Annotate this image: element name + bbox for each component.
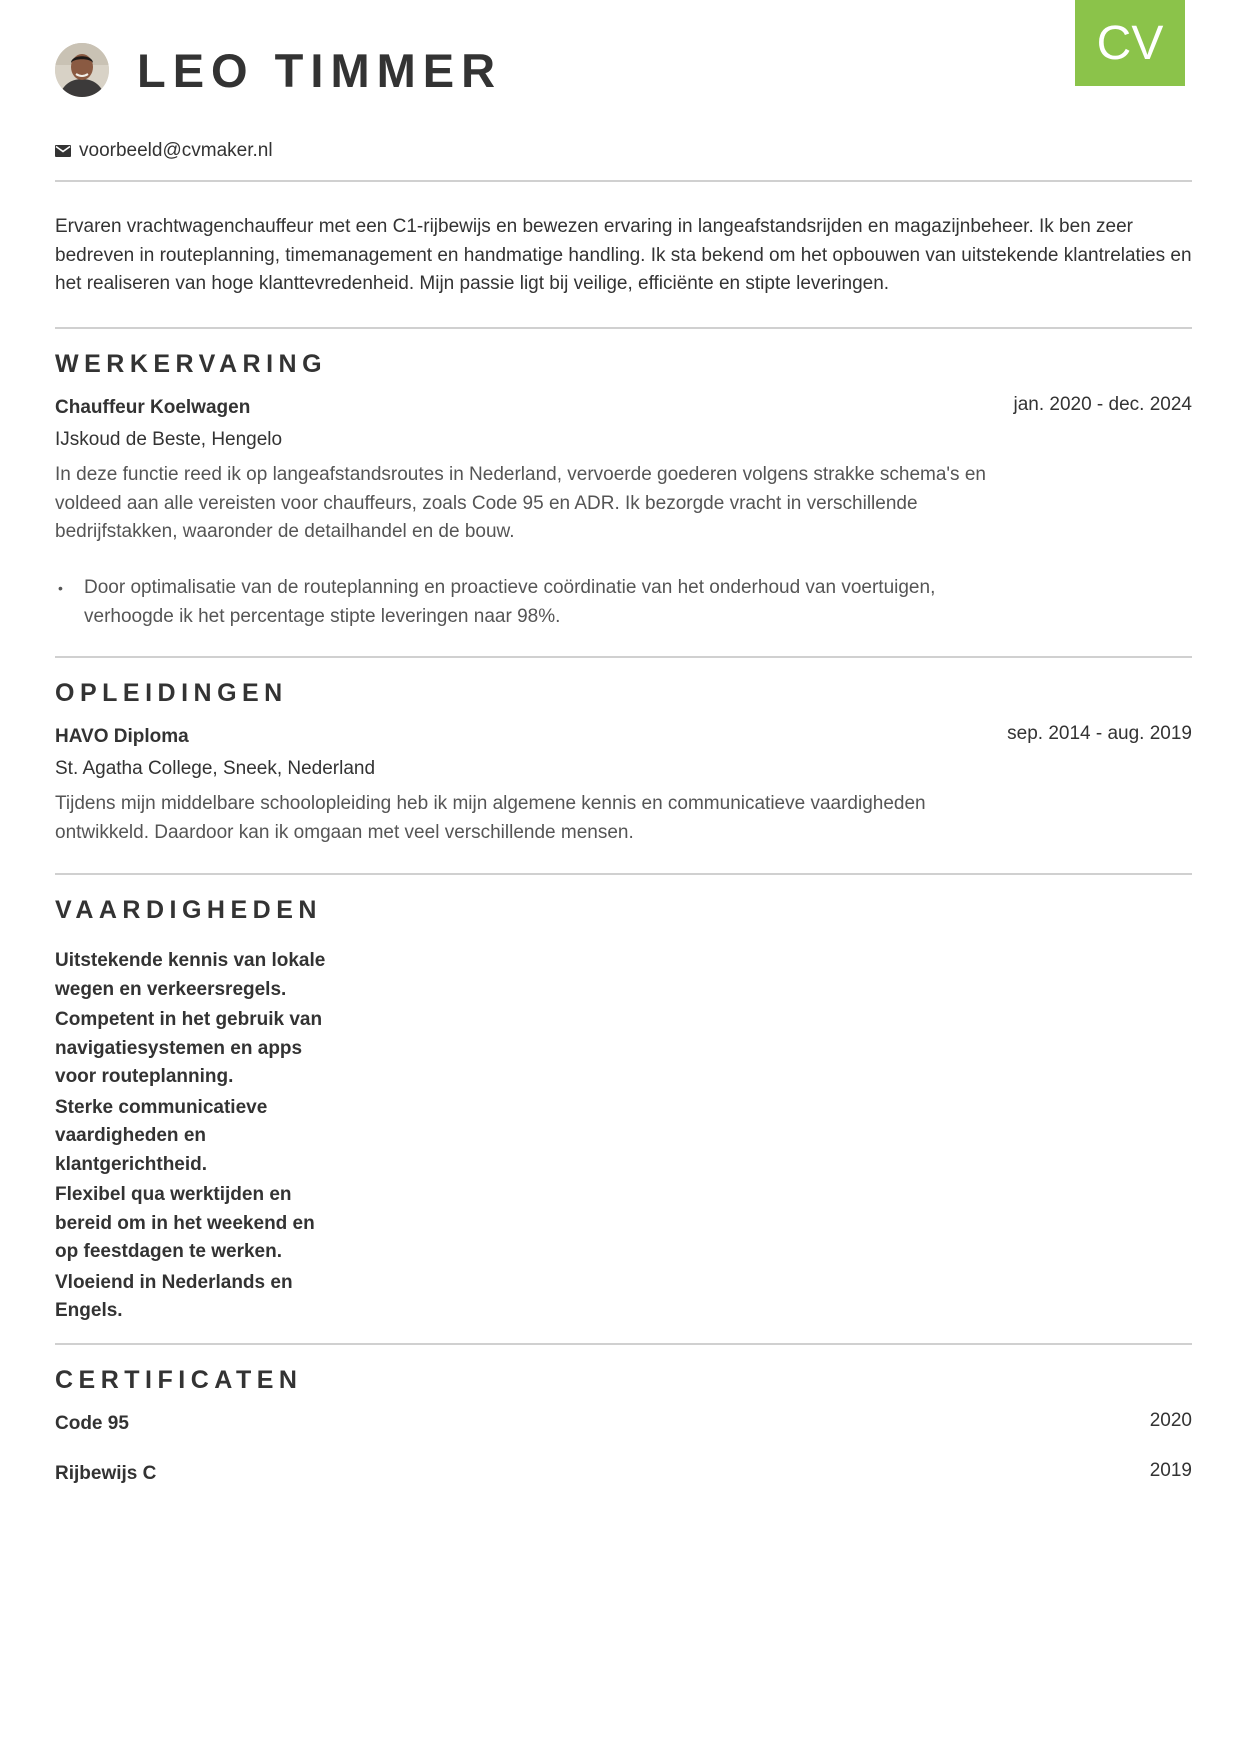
certificate-name: Rijbewijs C	[55, 1463, 157, 1484]
skills-list	[55, 947, 330, 1328]
divider	[55, 1343, 1192, 1345]
mail-icon	[55, 145, 71, 157]
education-degree: HAVO Diploma	[55, 726, 189, 747]
skill-item: Flexibel qua werktijden en bereid om in het weekend en op feestdagen te werken.	[55, 1184, 315, 1262]
profile-summary: Ervaren vrachtwagenchauffeur met een C1-rijbewijs en bewezen ervaring in langeafstandsrijden en magazijnbeheer. Ik ben zeer bedreven in routeplanning, timemanagement en handmatige handling. Ik sta bekend om het opbouwen van uitstekende klantrelaties en het realiseren van hoge klanttevredenheid. Mijn passie ligt bij veilige, efficiënte en stipte leveringen.	[55, 216, 1192, 294]
education-title: OPLEIDINGEN	[55, 679, 288, 707]
divider	[55, 873, 1192, 875]
header	[55, 40, 502, 100]
email-text[interactable]: voorbeeld@cvmaker.nl	[79, 140, 273, 161]
divider	[55, 656, 1192, 658]
education-description: Tijdens mijn middelbare schoolopleiding heb ik mijn algemene kennis en communicatieve vaardigheden ontwikkeld. Daardoor kan ik omgaan met veel verschillende mensen.	[55, 793, 926, 843]
person-photo-icon	[55, 43, 109, 97]
person-name: LEO TIMMER	[137, 43, 503, 97]
certificates-title: CERTIFICATEN	[55, 1366, 303, 1394]
experience-title: WERKERVARING	[55, 350, 328, 378]
certificate-year: 2019	[1149, 1460, 1192, 1481]
cv-badge: CV	[1075, 0, 1185, 86]
divider	[55, 180, 1192, 182]
skills-title: VAARDIGHEDEN	[55, 896, 322, 924]
divider	[55, 327, 1192, 329]
job-company: IJskoud de Beste, Hengelo	[55, 429, 283, 450]
job-bullets	[55, 574, 1000, 631]
education-dates: sep. 2014 - aug. 2019	[1007, 723, 1192, 744]
education-school: St. Agatha College, Sneek, Nederland	[55, 758, 376, 779]
job-role: Chauffeur Koelwagen	[55, 397, 251, 418]
list-item: • Door optimalisatie van de routeplanning en proactieve coördinatie van het onderhoud van voertuigen, verhoogde ik het percentage stipte leveringen naar 98%.	[55, 574, 1000, 631]
skill-item: Sterke communicatieve vaardigheden en klantgerichtheid.	[55, 1096, 268, 1175]
avatar	[55, 43, 109, 97]
job-description: In deze functie reed ik op langeafstandsroutes in Nederland, vervoerde goederen volgens strakke schema's en voldeed aan alle vereisten voor chauffeurs, zoals Code 95 en ADR. Ik bezorgde vracht in verschillende bedrijfstakken, waaronder de detailhandel en de bouw.	[55, 464, 986, 542]
job-dates: jan. 2020 - dec. 2024	[1013, 394, 1192, 415]
skill-item: Vloeiend in Nederlands en Engels.	[55, 1271, 293, 1321]
skill-item: Uitstekende kennis van lokale wegen en verkeersregels.	[55, 950, 326, 1000]
certificate-year: 2020	[1149, 1410, 1192, 1431]
certificate-name: Code 95	[55, 1413, 129, 1434]
skill-item: Competent in het gebruik van navigatiesystemen en apps voor routeplanning.	[55, 1009, 323, 1087]
contact-email	[55, 140, 273, 162]
